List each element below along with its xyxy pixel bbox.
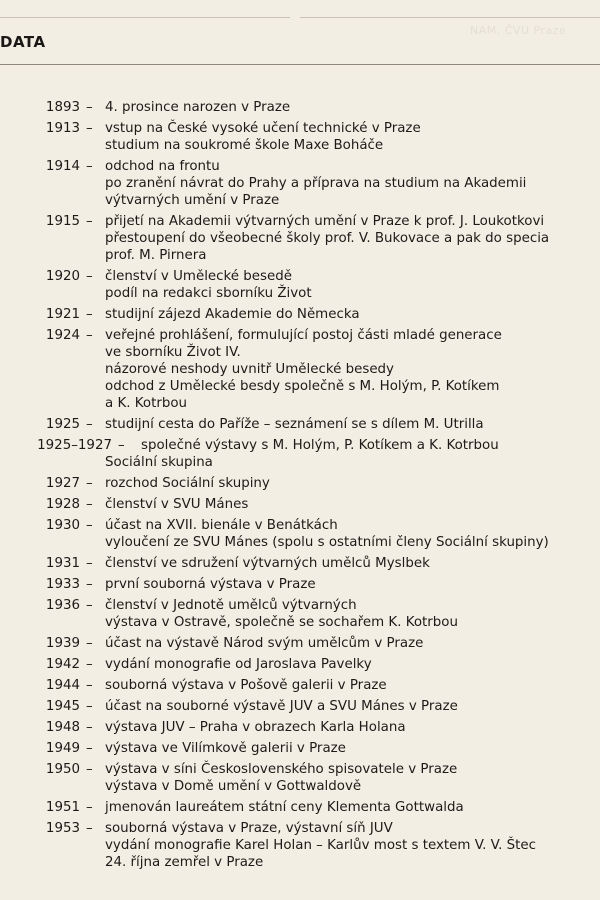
entry-text-line: studijní zájezd Akademie do Německa <box>105 307 360 322</box>
entry-text-line: odchod na frontu <box>105 159 220 174</box>
entry-dash: – <box>86 214 93 229</box>
entry-text-line: členství v SVU Mánes <box>105 497 249 512</box>
entry-year: 1925–1927 <box>37 438 112 453</box>
entry-year: 1931 <box>45 556 80 571</box>
entry-text-line: členství v Jednotě umělců výtvarných <box>105 598 357 613</box>
chronology-entry <box>0 761 600 795</box>
entry-dash: – <box>86 417 93 432</box>
entry-year: 1939 <box>45 636 80 651</box>
chronology-entry <box>0 635 600 652</box>
entry-text-line: vstup na České vysoké učení technické v Praze <box>105 121 421 136</box>
divider-gap <box>290 14 300 20</box>
chronology-entry <box>0 576 600 593</box>
entry-text-line: souborná výstava v Pošově galerii v Praze <box>105 678 387 693</box>
entry-year: 1920 <box>45 269 80 284</box>
entry-text-line: souborná výstava v Praze, výstavní síň JUV <box>105 821 393 836</box>
chronology-entry <box>0 820 600 871</box>
entry-dash: – <box>86 100 93 115</box>
entry-dash: – <box>86 328 93 343</box>
chronology-entry <box>0 158 600 209</box>
entry-text-line: a K. Kotrbou <box>105 396 187 411</box>
entry-text-line: členství v Umělecké besedě <box>105 269 292 284</box>
chronology-entry <box>0 99 600 116</box>
entry-text-line: výstava v síni Československého spisovatele v Praze <box>105 762 458 777</box>
entry-dash: – <box>86 741 93 756</box>
entry-year: 1924 <box>45 328 80 343</box>
chronology-entry <box>0 677 600 694</box>
entry-text-line: účast na výstavě Národ svým umělcům v Praze <box>105 636 424 651</box>
entry-dash: – <box>86 678 93 693</box>
entry-dash: – <box>86 762 93 777</box>
entry-text-line: studium na soukromé škole Maxe Boháče <box>105 138 384 153</box>
entry-dash: – <box>86 821 93 836</box>
entry-text-line: 4. prosince narozen v Praze <box>105 100 291 115</box>
entry-text-line: přijetí na Akademii výtvarných umění v Praze k prof. J. Loukotkovi <box>105 214 545 229</box>
chronology-entry <box>0 656 600 673</box>
chronology-entry <box>0 120 600 154</box>
entry-text-line: názorové neshody uvnitř Umělecké besedy <box>105 362 394 377</box>
entry-text-line: studijní cesta do Paříže – seznámení se s dílem M. Utrilla <box>105 417 484 432</box>
entry-year: 1948 <box>45 720 80 735</box>
entry-year: 1950 <box>45 762 80 777</box>
chronology-entry <box>0 327 600 412</box>
entry-year: 1915 <box>45 214 80 229</box>
section-title: DATA <box>0 33 46 51</box>
entry-text-line: společné výstavy s M. Holým, P. Kotíkem a K. Kotrbou <box>141 438 499 453</box>
entry-text-line: vydání monografie od Jaroslava Pavelky <box>105 657 372 672</box>
entry-year: 1933 <box>45 577 80 592</box>
entry-text-line: jmenován laureátem státní ceny Klementa Gottwalda <box>105 800 464 815</box>
entry-year: 1930 <box>45 518 80 533</box>
entry-text-line: odchod z Umělecké besdy společně s M. Holým, P. Kotíkem <box>105 379 500 394</box>
entry-year: 1942 <box>45 657 80 672</box>
entry-year: 1951 <box>45 800 80 815</box>
entry-text-line: účast na souborné výstavě JUV a SVU Mánes v Praze <box>105 699 458 714</box>
chronology-entry <box>0 306 600 323</box>
chronology-entry <box>0 416 600 433</box>
chronology-entry <box>0 597 600 631</box>
entry-year: 1913 <box>45 121 80 136</box>
chronology-list <box>0 99 600 875</box>
chronology-entry <box>0 517 600 551</box>
entry-dash: – <box>86 657 93 672</box>
entry-year: 1944 <box>45 678 80 693</box>
entry-dash: – <box>86 598 93 613</box>
entry-text-line: prof. M. Pirnera <box>105 248 207 263</box>
entry-text-line: rozchod Sociální skupiny <box>105 476 270 491</box>
entry-text-line: výstava JUV – Praha v obrazech Karla Holana <box>105 720 406 735</box>
chronology-entry <box>0 719 600 736</box>
entry-dash: – <box>86 577 93 592</box>
entry-dash: – <box>86 307 93 322</box>
entry-text-line: výstava v Domě umění v Gottwaldově <box>105 779 362 794</box>
entry-dash: – <box>86 699 93 714</box>
entry-year: 1925 <box>45 417 80 432</box>
entry-text-line: výstava ve Vilímkově galerii v Praze <box>105 741 346 756</box>
chronology-entry <box>0 475 600 492</box>
entry-dash: – <box>86 159 93 174</box>
entry-dash: – <box>86 556 93 571</box>
entry-text-line: výtvarných umění v Praze <box>105 193 280 208</box>
entry-text-line: 24. října zemřel v Praze <box>105 855 264 870</box>
chronology-entry <box>0 698 600 715</box>
entry-year: 1914 <box>45 159 80 174</box>
entry-year: 1936 <box>45 598 80 613</box>
chronology-entry <box>0 555 600 572</box>
entry-dash: – <box>86 800 93 815</box>
chronology-entry <box>0 799 600 816</box>
entry-text-line: členství ve sdružení výtvarných umělců Myslbek <box>105 556 430 571</box>
entry-year: 1927 <box>45 476 80 491</box>
entry-year: 1921 <box>45 307 80 322</box>
entry-text-line: výstava v Ostravě, společně se sochařem K. Kotrbou <box>105 615 458 630</box>
entry-year: 1949 <box>45 741 80 756</box>
entry-dash: – <box>86 121 93 136</box>
entry-year: 1953 <box>45 821 80 836</box>
entry-dash: – <box>86 636 93 651</box>
entry-dash: – <box>118 438 125 453</box>
entry-year: 1945 <box>45 699 80 714</box>
entry-text-line: Sociální skupina <box>105 455 213 470</box>
chronology-entry <box>0 437 600 471</box>
chronology-entry <box>0 268 600 302</box>
entry-year: 1928 <box>45 497 80 512</box>
title-underline <box>0 64 600 65</box>
entry-text-line: veřejné prohlášení, formulující postoj části mladé generace <box>105 328 502 343</box>
entry-year: 1893 <box>45 100 80 115</box>
bleed-through-text: NAM. ČVU Praze <box>470 24 567 37</box>
entry-text-line: první souborná výstava v Praze <box>105 577 316 592</box>
entry-text-line: vydání monografie Karel Holan – Karlův most s textem V. V. Štec <box>105 838 536 853</box>
entry-dash: – <box>86 720 93 735</box>
chronology-entry <box>0 213 600 264</box>
entry-text-line: vyloučení ze SVU Mánes (spolu s ostatními členy Sociální skupiny) <box>105 535 549 550</box>
entry-dash: – <box>86 497 93 512</box>
entry-dash: – <box>86 518 93 533</box>
entry-dash: – <box>86 476 93 491</box>
chronology-entry <box>0 496 600 513</box>
entry-text-line: podíl na redakci sborníku Život <box>105 286 312 301</box>
entry-text-line: ve sborníku Život IV. <box>105 345 241 360</box>
chronology-entry <box>0 740 600 757</box>
entry-text-line: účast na XVII. bienále v Benátkách <box>105 518 338 533</box>
entry-dash: – <box>86 269 93 284</box>
top-divider <box>0 17 600 18</box>
entry-text-line: přestoupení do všeobecné školy prof. V. Bukovace a pak do specia <box>105 231 550 246</box>
entry-text-line: po zranění návrat do Prahy a příprava na studium na Akademii <box>105 176 527 191</box>
